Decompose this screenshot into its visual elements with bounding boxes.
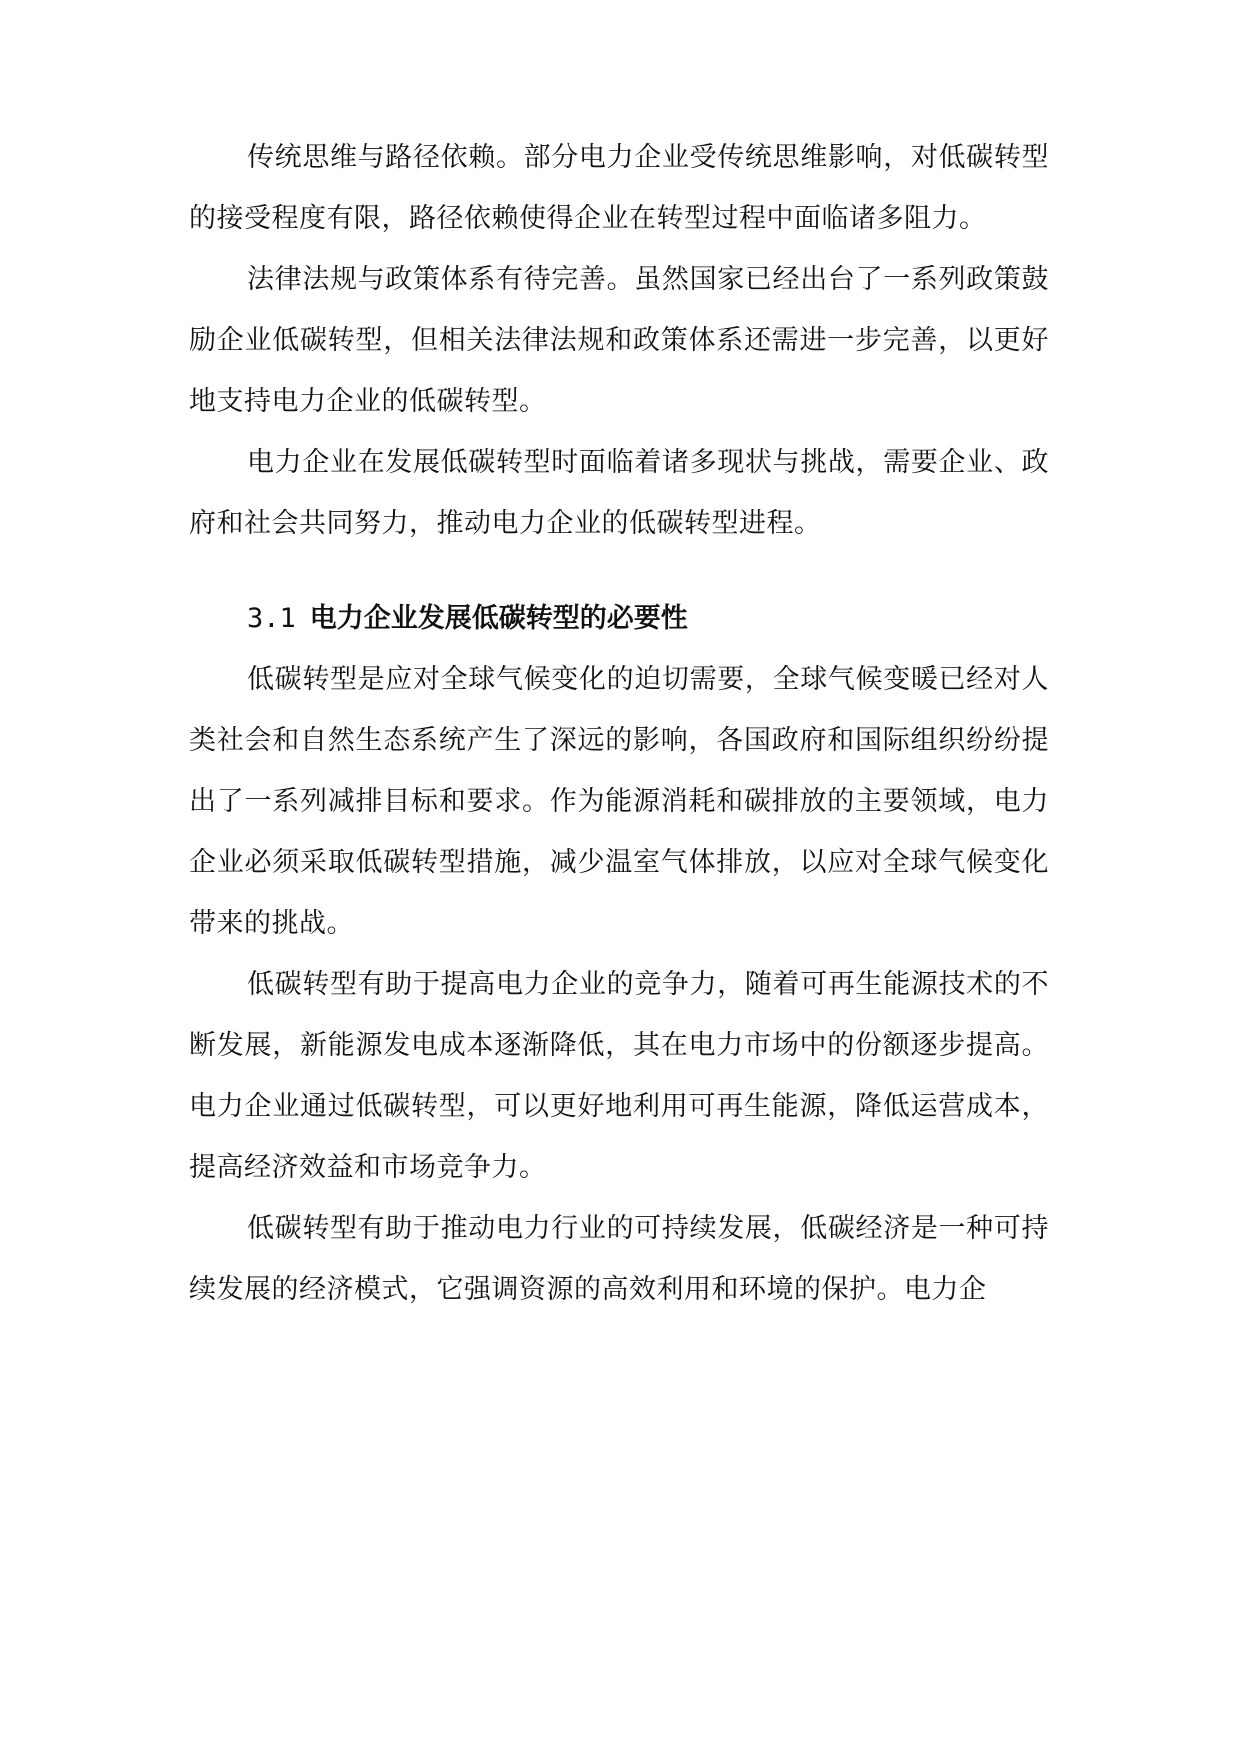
paragraph: 电力企业在发展低碳转型时面临着诸多现状与挑战，需要企业、政府和社会共同努力，推动电力企业的低碳转型进程。: [189, 447, 1049, 539]
section-heading: [189, 588, 1049, 649]
paragraph: 低碳转型有助于提高电力企业的竞争力，随着可再生能源技术的不断发展，新能源发电成本逐渐降低，其在电力市场中的份额逐步提高。电力企业通过低碳转型，可以更好地利用可再生能源，降低运营成本，提高经济效益和市场竞争力。: [189, 969, 1049, 1183]
paragraph: 法律法规与政策体系有待完善。虽然国家已经出台了一系列政策鼓励企业低碳转型，但相关法律法规和政策体系还需进一步完善，以更好地支持电力企业的低碳转型。: [189, 264, 1049, 417]
paragraph: 低碳转型有助于推动电力行业的可持续发展，低碳经济是一种可持续发展的经济模式，它强调资源的高效利用和环境的保护。电力企: [189, 1213, 1049, 1305]
document-page: [189, 127, 1049, 1320]
section-number: 3.1: [247, 603, 296, 634]
paragraph: 低碳转型是应对全球气候变化的迫切需要，全球气候变暖已经对人类社会和自然生态系统产生了深远的影响，各国政府和国际组织纷纷提出了一系列减排目标和要求。作为能源消耗和碳排放的主要领域，电力企业必须采取低碳转型措施，减少温室气体排放，以应对全球气候变化带来的挑战。: [189, 664, 1049, 939]
paragraph: 传统思维与路径依赖。部分电力企业受传统思维影响，对低碳转型的接受程度有限，路径依赖使得企业在转型过程中面临诸多阻力。: [189, 142, 1049, 234]
section-title: 电力企业发展低碳转型的必要性: [309, 603, 688, 634]
